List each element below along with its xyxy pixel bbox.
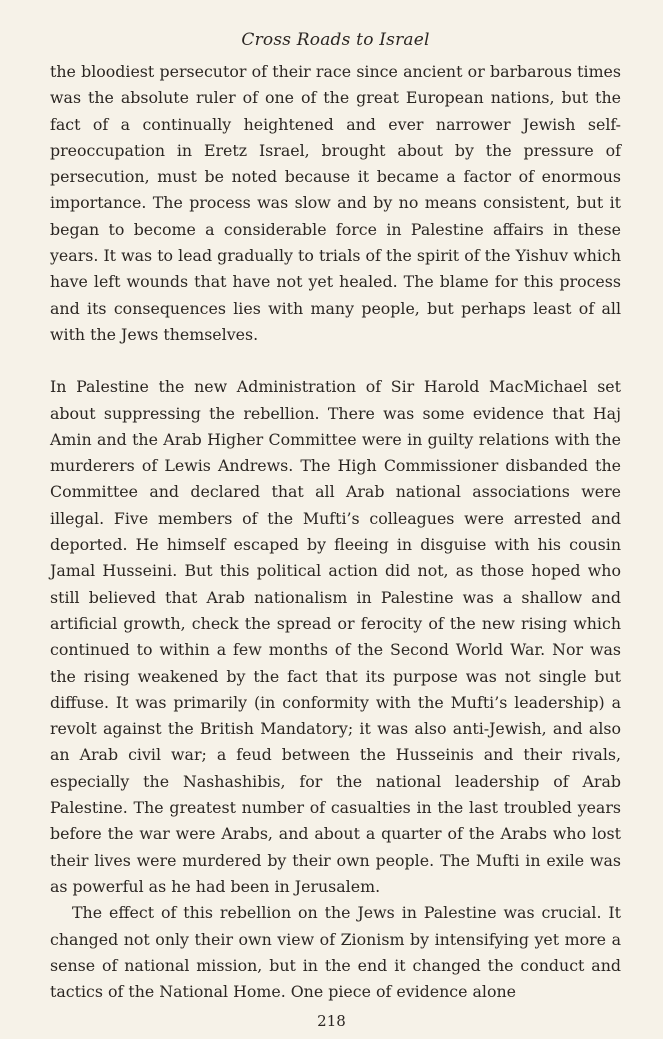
- page-number: 218: [317, 1012, 346, 1030]
- page-body: [50, 59, 621, 1005]
- running-head: Cross Roads to Israel: [241, 30, 430, 50]
- paragraph-3: The effect of this rebellion on the Jews in Palestine was crucial. It changed not only their own view of Zionism by intensifying yet more a sense of national mission, but in the end it changed the conduct and tactics of the National Home. One piece of evidence alone: [50, 903, 621, 1002]
- paragraph-2: In Palestine the new Administration of Sir Harold MacMichael set about suppressing the rebellion. There was some evidence that Haj Amin and the Arab Higher Committee were in guilty relations with the murderers of Lewis Andrews. The High Commissioner disbanded the Committee and declared that all Arab national associations were illegal. Five members of the Mufti’s colleagues were arrested and deported. He himself escaped by fleeing in disguise with his cousin Jamal Husseini. But this political action did not, as those hoped who still believed that Arab nationalism in Palestine was a shallow and artificial growth, check the spread or ferocity of the new rising which continued to within a few months of the Second World War. Nor was the rising weakened by the fact that its purpose was not single but diffuse. It was primarily (in conformity with the Mufti’s leadership) a revolt against the British Mandatory; it was also anti-Jewish, and also an Arab civil war; a feud between the Husseinis and their rivals, especially the Nashashibis, for the national leadership of Arab Palestine. The greatest number of casualties in the last troubled years before the war were Arabs, and about a quarter of the Arabs who lost their lives were murdered by their own people. The Mufti in exile was as powerful as he had been in Jerusalem.: [50, 377, 621, 896]
- paragraph-1: the bloodiest persecutor of their race since ancient or barbarous times was the absolute ruler of one of the great European nations, but the fact of a continually heightened and ever narrower Jewish self-preoccupation in Eretz Israel, brought about by the pressure of persecution, must be noted because it became a factor of enormous importance. The process was slow and by no means consistent, but it began to become a considerable force in Palestine affairs in these years. It was to lead gradually to trials of the spirit of the Yishuv which have left wounds that have not yet healed. The blame for this process and its consequences lies with many people, but perhaps least of all with the Jews themselves.: [50, 62, 621, 344]
